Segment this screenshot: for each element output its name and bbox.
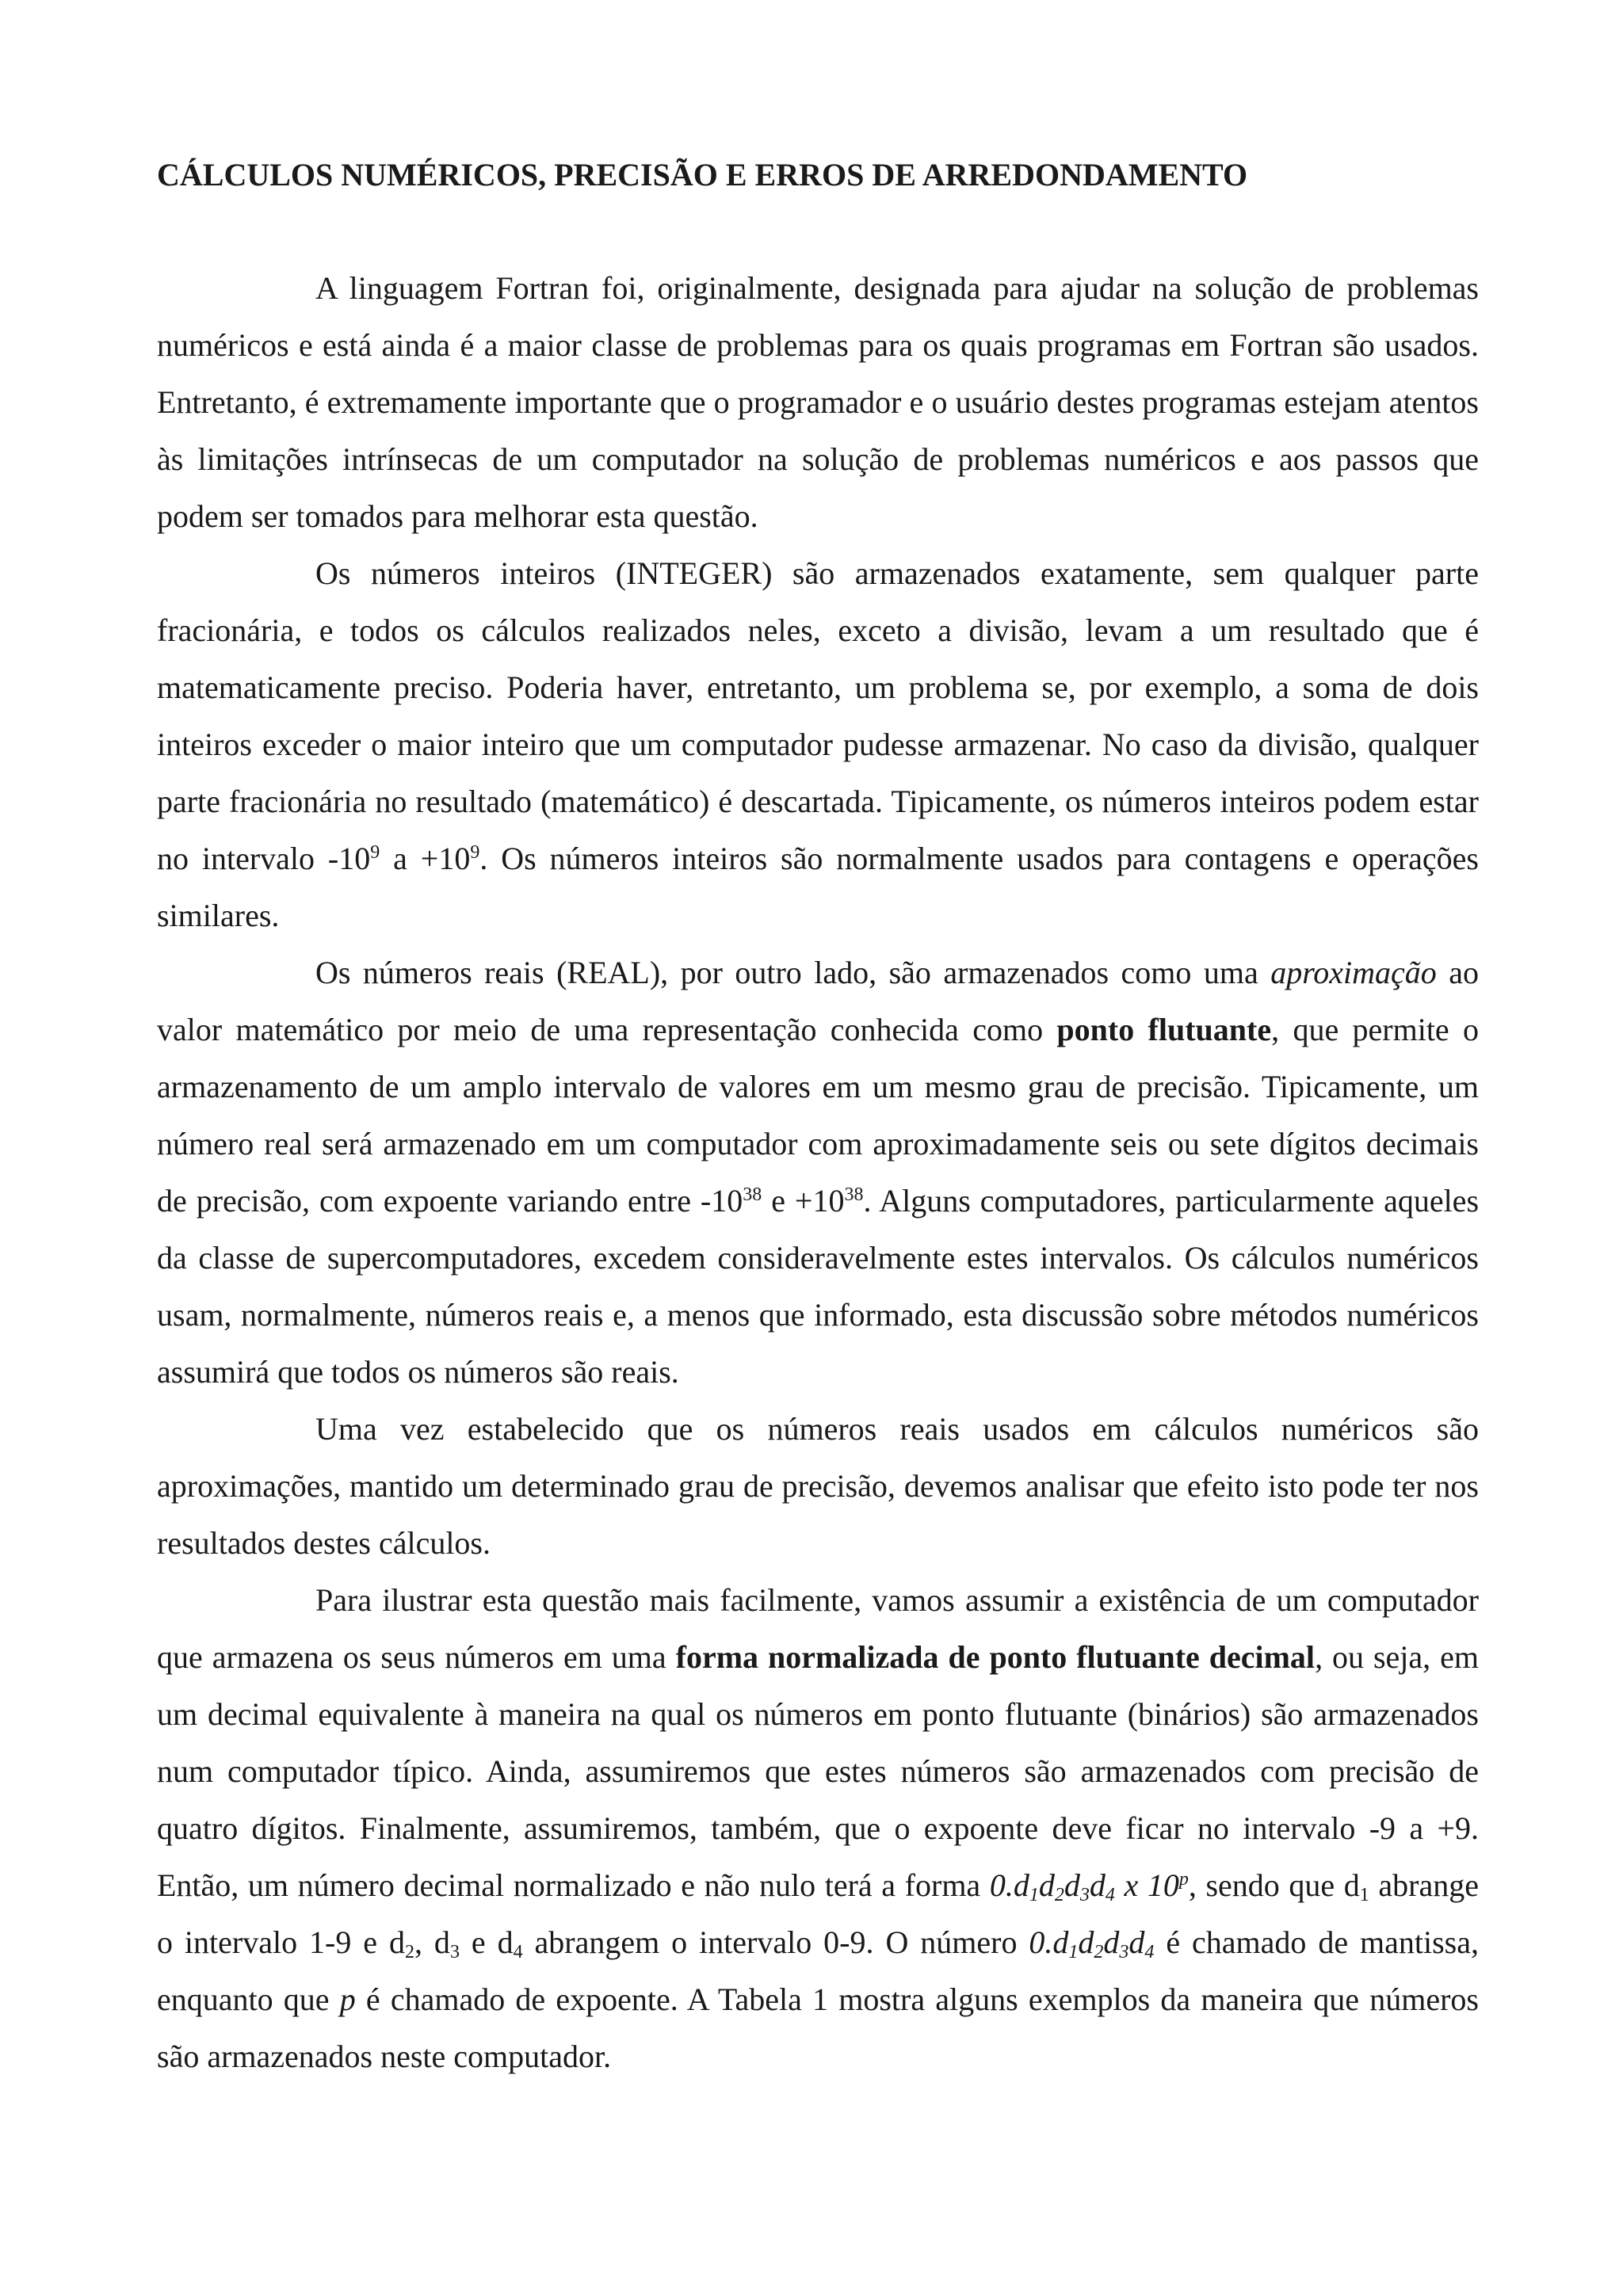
paragraph-text: , d <box>414 1924 450 1960</box>
paragraph-text: a +10 <box>380 841 471 876</box>
paragraph-text: e d <box>459 1924 514 1960</box>
paragraph-text: Os números inteiros (INTEGER) são armazenados exatamente, sem qualquer parte fracionária, e todos os cálculos realizados neles, exceto a divisão, levam a um resultado que é matematicamente preciso. Poderia haver, entretanto, um problema se, por exemplo, a soma de dois inteiros exceder o maior inteiro que um computador pudesse armazenar. No caso da divisão, qualquer parte fracionária no resultado (matemático) é descartada. Tipicamente, os números inteiros podem estar no intervalo -10 <box>157 555 1479 876</box>
digit-subscript: 3 <box>449 1942 460 1962</box>
paragraph-text: é chamado de mantissa, enquanto que <box>157 1924 1479 2017</box>
paragraph-text: . Os números inteiros são normalmente usados para contagens e operações similares. <box>157 841 1479 933</box>
paragraph-text: . Alguns computadores, particularmente aqueles da classe de supercomputadores, excedem consideravelmente estes intervalos. Os cálculos numéricos usam, normalmente, números reais e, a menos que informado, esta discussão sobre métodos numéricos assumirá que todos os números são reais. <box>157 1183 1480 1390</box>
digit-subscript: 4 <box>513 1942 523 1962</box>
mantissa-formula: $0.d_1d_2d_3d_4$ <box>1029 1924 1155 1962</box>
paragraph-fortran-intro <box>157 260 1479 545</box>
paragraph-text: abrange o intervalo 1-9 e d <box>157 1867 1480 1960</box>
exponent-superscript: 38 <box>743 1184 762 1205</box>
paragraph-text: Uma vez estabelecido que os números reais usados em cálculos numéricos são aproximações, mantido um determinado grau de precisão, devemos analisar que efeito isto pode ter nos resultados destes cálculos. <box>157 1411 1479 1561</box>
bold-term: ponto flutuante <box>1056 1012 1272 1047</box>
paragraph-text: Para ilustrar esta questão mais facilmente, vamos assumir a existência de um computador que armazena os seus números em uma <box>157 1582 1479 1675</box>
paragraph-normalized-form <box>157 1572 1479 2085</box>
exponent-superscript: 9 <box>470 842 480 863</box>
paragraph-text: , ou seja, em um decimal equivalente à maneira na qual os números em ponto flutuante (binários) são armazenados num computador típico. Ainda, assumiremos que estes números são armazenados com precisão de quatro dígitos. Finalmente, assumiremos, também, que o expoente deve ficar no intervalo -9 a +9. Então, um número decimal normalizado e não nulo terá a forma <box>157 1639 1479 1903</box>
paragraph-integers <box>157 545 1479 944</box>
exponent-superscript: 38 <box>844 1184 864 1205</box>
paragraph-text: A linguagem Fortran foi, originalmente, designada para ajudar na solução de problemas numéricos e está ainda é a maior classe de problemas para os quais programas em Fortran são usados. Entretanto, é extremamente importante que o programador e o usuário destes programas estejam atentos às limitações intrínsecas de um computador na solução de problemas numéricos e aos passos que podem ser tomados para melhorar esta questão. <box>157 270 1479 534</box>
paragraph-text: ao valor matemático por meio de uma representação conhecida como <box>157 955 1480 1047</box>
page-title: CÁLCULOS NUMÉRICOS, PRECISÃO E ERROS DE ARREDONDAMENTO <box>157 157 1248 193</box>
italic-term: aproximação <box>1270 955 1437 990</box>
paragraph-text: , que permite o armazenamento de um amplo intervalo de valores em um mesmo grau de precisão. Tipicamente, um número real será armazenado em um computador com aproximadamente seis ou sete dígitos decimais de precisão, com expoente variando entre -10 <box>157 1012 1480 1219</box>
paragraph-reals <box>157 944 1479 1401</box>
paragraph-text: Os números reais (REAL), por outro lado, são armazenados como uma <box>315 955 1271 990</box>
exponent-symbol: p <box>339 1981 356 2017</box>
normalized-form-formula: $0.d_1d_2d_3d_4$ x 10$^p$ <box>989 1867 1189 1905</box>
digit-subscript: 1 <box>1359 1885 1369 1905</box>
paragraph-text: e +10 <box>762 1183 845 1219</box>
paragraph-approximations <box>157 1401 1479 1572</box>
paragraph-text: é chamado de expoente. A Tabela 1 mostra alguns exemplos da maneira que números são armazenados neste computador. <box>157 1981 1480 2074</box>
digit-subscript: 2 <box>405 1942 414 1962</box>
exponent-superscript: 9 <box>370 842 380 863</box>
paragraph-text: , sendo que d <box>1188 1867 1360 1903</box>
bold-term: forma normalizada de ponto flutuante decimal <box>675 1639 1316 1675</box>
document-body <box>157 260 1479 2085</box>
paragraph-text: abrangem o intervalo 0-9. O número <box>522 1924 1029 1960</box>
